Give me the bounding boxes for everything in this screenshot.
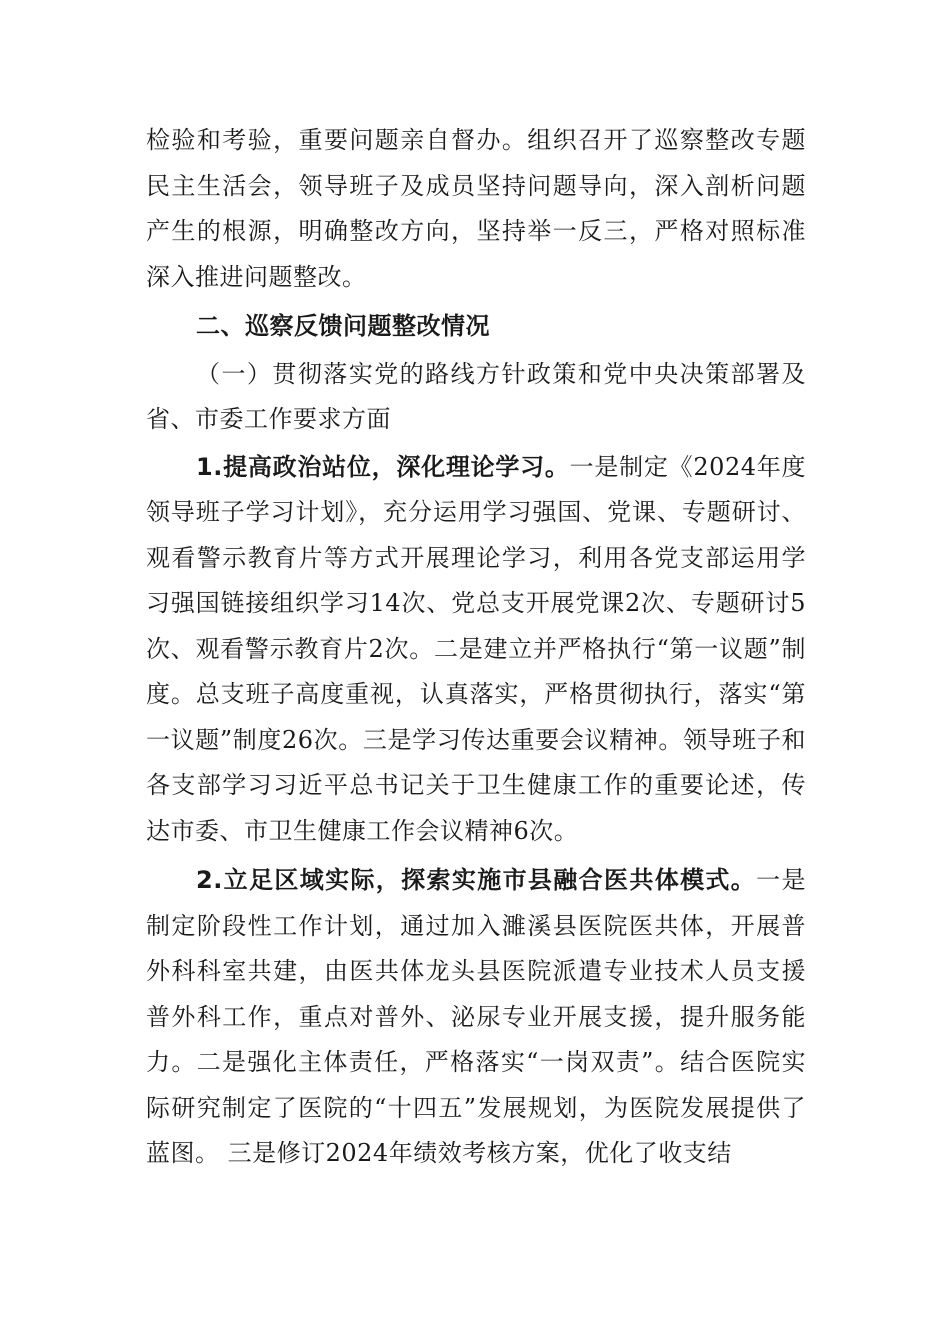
document-page xyxy=(146,118,806,1177)
item-1-body: 一是制定《2024年度领导班子学习计划》，充分运用学习强国、党课、专题研讨、观看警示教育片等方式开展理论学习，利用各党支部运用学习强国链接组织学习14次、党总支开展党课2次、专题研讨5次、观看警示教育片2次。二是建立并严格执行“第一议题”制度。总支班子高度重视，认真落实，严格贯彻执行，落实“第一议题”制度26次。三是学习传达重要会议精神。领导班子和各支部学习习近平总书记关于卫生健康工作的重要论述，传达市委、市卫生健康工作会议精神6次。 xyxy=(146,452,806,845)
section-heading: 二、巡察反馈问题整改情况 xyxy=(196,312,490,340)
intro-paragraph: 检验和考验，重要问题亲自督办。组织召开了巡察整改专题民主生活会，领导班子及成员坚持问题导向，深入剖析问题产生的根源，明确整改方向，坚持举一反三，严格对照标准深入推进问题整改。 xyxy=(146,126,806,291)
subsection-heading: （一）贯彻落实党的路线方针政策和党中央决策部署及省、市委工作要求方面 xyxy=(146,359,806,433)
item-1-paragraph xyxy=(146,445,806,855)
item-2-body: 一是制定阶段性工作计划，通过加入濉溪县医院医共体，开展普外科科室共建，由医共体龙头县医院派遣专业技术人员支援普外科工作，重点对普外、泌尿专业开展支援，提升服务能力。二是强化主体责任，严格落实“一岗双责”。结合医院实际研究制定了医院的“十四五”发展规划，为医院发展提供了蓝图。 三是修订2024年绩效考核方案，优化了收支结 xyxy=(146,866,806,1167)
item-1-title: 1.提高政治站位，深化理论学习。 xyxy=(196,452,570,481)
item-2-title: 2.立足区域实际，探索实施市县融合医共体模式。 xyxy=(196,866,757,894)
item-2-paragraph xyxy=(146,858,806,1177)
